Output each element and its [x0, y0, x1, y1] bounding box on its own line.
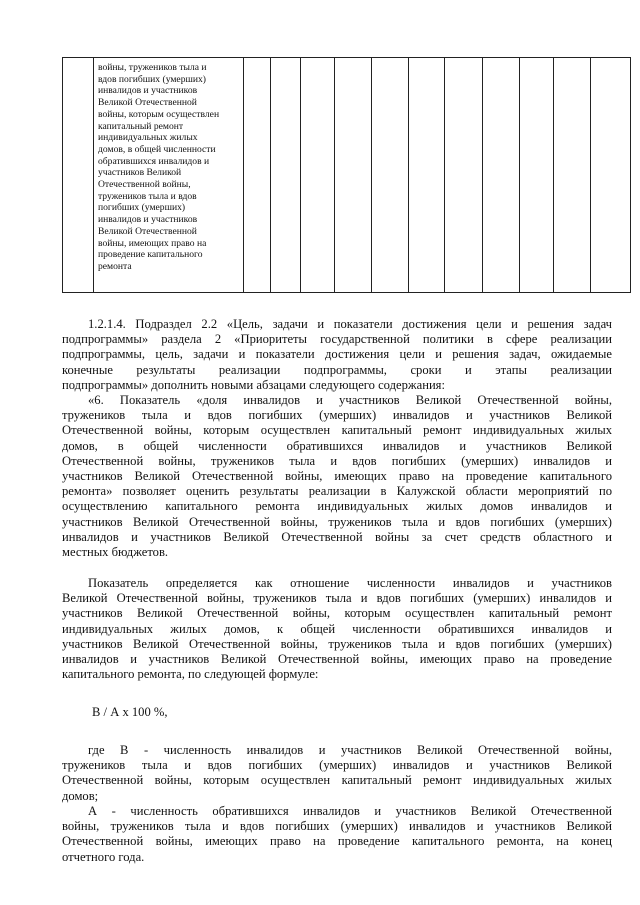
- table-cell-value: [301, 58, 335, 293]
- text-line: тружеников тыла и вдов погибших (умерших) инвалидов и участников Великой: [62, 758, 612, 773]
- indicator-name-line: капитальный ремонт: [98, 120, 184, 132]
- text-line: инвалидов и участников Великой Отечественной войны за счет средств областного и: [62, 529, 612, 544]
- indicators-table: [62, 57, 631, 293]
- text-line: А - численность обратившихся инвалидов и участников Великой Отечественной: [88, 804, 612, 818]
- table-cell-value: [520, 58, 554, 293]
- text-line: местных бюджетов.: [62, 545, 169, 560]
- text-line: осуществлению капитального ремонта индивидуальных жилых домов инвалидов и: [62, 499, 612, 514]
- paragraph: [62, 804, 612, 865]
- paragraph: [62, 743, 612, 804]
- indicator-name-line: Отечественной войны,: [98, 179, 191, 191]
- table-cell-value: [554, 58, 591, 293]
- paragraph: [62, 317, 612, 393]
- text-line: отчетного года.: [62, 849, 145, 864]
- table-cell-value: [591, 58, 631, 293]
- paragraph-amendment: [62, 317, 612, 393]
- indicator-name-text: [94, 58, 243, 273]
- table-cell-number: [63, 58, 94, 293]
- indicator-name-line: Великой Отечественной: [98, 97, 197, 109]
- table-cell-value: [335, 58, 372, 293]
- text-line: подпрограммы» раздела 2 «Приоритеты государственной политики в сфере реализации: [62, 332, 612, 347]
- table-cell-value: [409, 58, 445, 293]
- text-line: подпрограммы, цель, задачи и показатели достижения цели и решения задач, ожидаемые: [62, 347, 612, 362]
- text-line: «6. Показатель «доля инвалидов и участников Великой Отечественной войны,: [88, 393, 612, 407]
- table-cell-value: [271, 58, 301, 293]
- indicator-name-line: войны, тружеников тыла и: [98, 62, 207, 73]
- text-line: индивидуальных жилых домов, к общей численности обратившихся инвалидов и: [62, 621, 612, 636]
- text-line: участников Великой Отечественной войны, имеющих право на проведение капитального: [62, 469, 612, 484]
- text-line: участников Великой Отечественной войны, тружеников тыла и вдов погибших (умерших): [62, 514, 612, 529]
- indicators-table-fragment: [62, 57, 610, 293]
- text-line: Показатель определяется как отношение численности инвалидов и участников: [88, 576, 612, 590]
- text-line: подпрограммы» дополнить новыми абзацами следующего содержания:: [62, 377, 445, 392]
- text-line: Великой Отечественной войны, тружеников тыла и вдов погибших (умерших) инвалидов и: [62, 591, 612, 606]
- table-row: [63, 58, 631, 293]
- indicator-name-line: тружеников тыла и вдов: [98, 190, 197, 202]
- text-line: участников Великой Отечественной войны, которым осуществлен капитальный ремонт: [62, 606, 612, 621]
- indicator-name-line: обратившихся инвалидов и: [98, 155, 210, 167]
- paragraph: [62, 576, 612, 682]
- table-cell-value: [372, 58, 409, 293]
- paragraph: [62, 393, 612, 560]
- text-line: 1.2.1.4. Подраздел 2.2 «Цель, задачи и показатели достижения цели и решения задач: [88, 317, 612, 331]
- text-line: тружеников тыла и вдов погибших (умерших) инвалидов и участников Великой: [62, 408, 612, 423]
- text-line: участников Великой Отечественной войны, тружеников тыла и вдов погибших (умерших): [62, 636, 612, 651]
- paragraph-calculation: [62, 576, 612, 682]
- indicator-name-line: индивидуальных жилых: [98, 132, 198, 144]
- text-line: Отечественной войны, которым осуществлен капитальный ремонт индивидуальных жилых: [62, 773, 612, 788]
- indicator-name-line: инвалидов и участников: [98, 214, 198, 226]
- text-line: Отечественной войны, тружеников тыла и вдов погибших (умерших) инвалидов и: [62, 453, 612, 468]
- text-line: конечные результаты реализации подпрограммы, сроки и этапы реализации: [62, 362, 612, 377]
- text-line: домов, в общей численности обратившихся инвалидов и участников Великой: [62, 438, 612, 453]
- text-line: Отечественной войны, имеющих право на проведение капитального ремонта, на конец: [62, 834, 612, 849]
- table-cell-indicator-name: [94, 58, 244, 293]
- table-cell-value: [483, 58, 520, 293]
- indicator-name-line: ремонта: [98, 260, 132, 272]
- indicator-name-line: войны, имеющих право на: [98, 237, 207, 249]
- text-line: войны, тружеников тыла и вдов погибших (умерших) инвалидов и участников Великой: [62, 819, 612, 834]
- text-line: капитального ремонта, по следующей формуле:: [62, 667, 319, 682]
- indicator-name-line: Великой Отечественной: [98, 225, 197, 237]
- formula: В / А х 100 %,: [92, 705, 168, 719]
- indicator-name-line: войны, которым осуществлен: [98, 108, 220, 120]
- paragraph-indicator-6: [62, 393, 612, 560]
- indicator-name-line: вдов погибших (умерших): [98, 73, 206, 85]
- indicator-name-line: проведение капитального: [98, 249, 203, 261]
- indicator-name-line: инвалидов и участников: [98, 85, 198, 97]
- indicator-name-line: домов, в общей численности: [98, 143, 216, 155]
- table-cell-unit: [244, 58, 271, 293]
- indicator-name-line: погибших (умерших): [98, 202, 186, 214]
- text-line: где В - численность инвалидов и участников Великой Отечественной войны,: [88, 743, 612, 757]
- indicator-name-line: участников Великой: [98, 167, 182, 179]
- table-cell-value: [445, 58, 483, 293]
- paragraph-definition-a: [62, 804, 612, 865]
- text-line: домов;: [62, 788, 99, 803]
- text-line: инвалидов и участников Великой Отечественной войны, имеющих право на проведение: [62, 652, 612, 667]
- text-line: ремонта» позволяет оценить результаты реализации в Калужской области мероприятий по: [62, 484, 612, 499]
- text-line: Отечественной войны, которым осуществлен капитальный ремонт индивидуальных жилых: [62, 423, 612, 438]
- paragraph-definition-b: [62, 743, 612, 804]
